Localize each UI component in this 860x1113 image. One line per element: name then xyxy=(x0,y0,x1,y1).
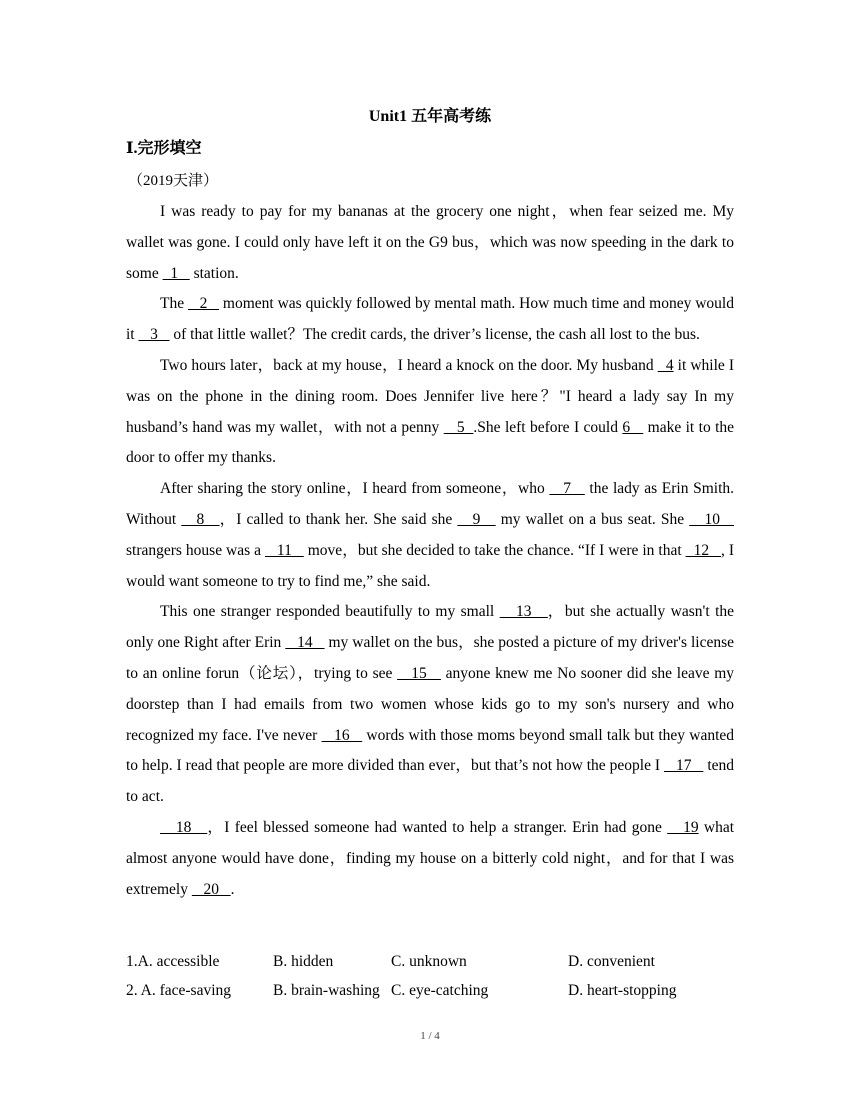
paragraph xyxy=(126,597,734,813)
passage-text: my wallet on a bus seat. She xyxy=(495,510,690,528)
paragraph xyxy=(126,289,734,351)
blank: 11 xyxy=(264,541,304,559)
blank: 12 xyxy=(685,541,721,559)
passage-text: what almost anyone would have done，finding my house on a bitterly cold night，and for that I was extremely xyxy=(126,818,735,898)
passage-text: it while I was on the phone in the dining room. Does Jennifer live here？"I heard a lady say In my husband’s hand was my wallet，with not a penny xyxy=(126,356,735,436)
passage-text: strangers house was a xyxy=(126,541,265,559)
blank: 13 xyxy=(499,603,548,621)
passage-text: make it to the door to offer my thanks. xyxy=(126,418,735,467)
paragraph xyxy=(126,351,734,474)
passage-text: of that little wallet？The credit cards, the driver’s license, the cash all lost to the bus. xyxy=(169,326,700,344)
blank: 4 xyxy=(657,356,674,374)
blank: 6 xyxy=(622,418,644,436)
source-tag: （2019天津） xyxy=(128,173,219,189)
blank: 7 xyxy=(549,480,585,498)
blank: 14 xyxy=(285,634,325,652)
passage-text: station. xyxy=(189,264,239,282)
passage-text: move，but she decided to take the chance. “If I were in that xyxy=(303,541,686,559)
blank: 19 xyxy=(667,818,699,836)
option-row xyxy=(126,953,736,982)
option-a: 1.A. accessible xyxy=(126,953,220,970)
passage-text: The xyxy=(160,295,188,313)
passage-text: tend to act. xyxy=(126,757,735,806)
blank: 20 xyxy=(191,880,231,898)
option-b: B. hidden xyxy=(273,953,334,970)
blank: 15 xyxy=(397,664,441,682)
option-row xyxy=(126,982,736,1011)
section-heading: Ⅰ.完形填空 xyxy=(126,140,202,157)
blank: 3 xyxy=(138,326,170,344)
passage-text: , I would want someone to try to find me,” she said. xyxy=(126,541,734,590)
option-b: B. brain-washing xyxy=(273,982,380,999)
blank: 2 xyxy=(187,295,220,313)
passage-text: I was ready to pay for my bananas at the grocery one night，when fear seized me. My wallet was gone. I could only have left it on the G9 bus，which was now speeding in the dark to some xyxy=(126,203,734,282)
blank: 8 xyxy=(181,510,220,528)
passage-text: .She left before I could xyxy=(473,418,623,436)
page-number: 1 / 4 xyxy=(420,1030,440,1042)
blank: 9 xyxy=(457,510,496,528)
passage xyxy=(126,197,734,905)
option-d: D. heart-stopping xyxy=(568,982,677,999)
page-title: Unit1 五年高考练 xyxy=(368,108,492,125)
blank: 10 xyxy=(689,510,735,528)
blank: 1 xyxy=(162,264,190,282)
blank: 18 xyxy=(160,818,208,836)
blank: 16 xyxy=(321,726,363,744)
passage-text: anyone knew me No sooner did she leave my doorstep than I had emails from two women whose kids go to my son's nursery and who recognized my face. I've never xyxy=(126,664,734,744)
paragraph xyxy=(126,197,734,289)
passage-text: my wallet on the bus，she posted a picture of my driver's license to an online forun（论坛），trying to see xyxy=(126,634,734,682)
blank: 5 xyxy=(443,418,474,436)
passage-text: ，but she actually wasn't the only one Right after Erin xyxy=(126,603,735,652)
option-c: C. eye-catching xyxy=(391,982,489,999)
option-d: D. convenient xyxy=(568,953,655,970)
passage-text: ，I called to thank her. She said she xyxy=(219,510,458,528)
passage-text: Two hours later，back at my house，I heard a knock on the door. My husband xyxy=(160,356,658,374)
passage-text: After sharing the story online，I heard from someone，who xyxy=(160,480,550,498)
answer-options xyxy=(126,953,736,1011)
option-a: 2. A. face-saving xyxy=(126,982,232,999)
passage-text: words with those moms beyond small talk but they wanted to help. I read that people are more divided than ever，but that’s not how the people I xyxy=(126,726,735,775)
passage-text: This one stranger responded beautifully to my small xyxy=(160,603,500,621)
blank: 17 xyxy=(664,757,704,775)
paragraph xyxy=(126,813,734,905)
paragraph xyxy=(126,474,734,597)
passage-text: . xyxy=(230,880,235,898)
option-c: C. unknown xyxy=(391,953,467,970)
passage-text: moment was quickly followed by mental math. How much time and money would it xyxy=(126,295,734,344)
passage-text: ，I feel blessed someone had wanted to help a stranger. Erin had gone xyxy=(207,818,668,836)
passage-text: the lady as Erin Smith. Without xyxy=(126,480,735,528)
